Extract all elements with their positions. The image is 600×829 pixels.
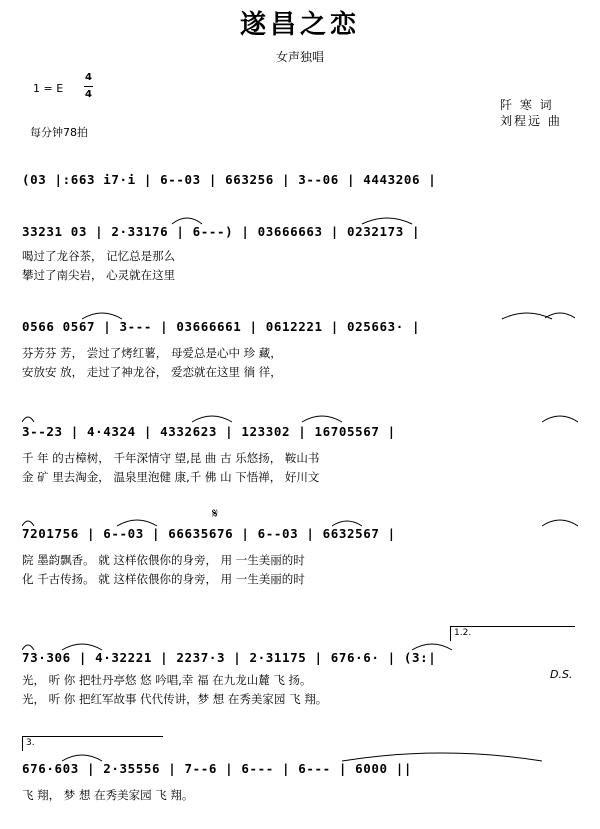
notation-line: 3--23 | 4·4324 | 4332623 | 123302 | 16705567 | bbox=[22, 424, 396, 439]
tie-mark bbox=[545, 308, 575, 320]
lyrics-verse-2: 光， 听 你 把红军故事 代代传讲，梦 想 在秀美家园 飞 翔。 bbox=[22, 692, 328, 706]
staff-system-5 bbox=[22, 524, 578, 589]
time-signature-top: 4 bbox=[85, 72, 92, 83]
staff-system-7 bbox=[22, 759, 578, 809]
notation-line: 7201756 | 6--03 | 66635676 | 6--03 | 6632567 | bbox=[22, 526, 396, 541]
lyrics-verse-1: 芬芳芬 芳， 尝过了烤红薯， 母爱总是心中 珍 藏， bbox=[22, 346, 282, 360]
lyrics-verse-1: 千 年 的古樟树， 千年深情守 望,昆 曲 古 乐悠扬， 鞍山书 bbox=[22, 451, 320, 465]
lyrics-verse-2: 安放安 放， 走过了神龙谷， 爱恋就在这里 徜 徉， bbox=[22, 365, 282, 379]
volta-label: 3. bbox=[26, 738, 35, 748]
staff-system-6 bbox=[22, 648, 578, 713]
staff-system-1 bbox=[22, 168, 578, 198]
composer-credit: 刘程远 曲 bbox=[500, 114, 562, 128]
lyrics-verse-1: 院 墨韵飘香。 就 这样依偎你的身旁， 用 一生美丽的时 bbox=[22, 553, 305, 567]
lyrics-verse-1: 飞 翔， 梦 想 在秀美家园 飞 翔。 bbox=[22, 788, 194, 802]
tempo-marking: 每分钟78拍 bbox=[30, 126, 88, 139]
song-title: 遂昌之恋 bbox=[239, 10, 360, 40]
lyrics-verse-2: 化 千古传扬。 就 这样依偎你的身旁， 用 一生美丽的时 bbox=[22, 572, 305, 586]
staff-system-2 bbox=[22, 222, 578, 287]
time-signature-bottom: 4 bbox=[85, 89, 92, 100]
notation-line: (03 |:663 i7·i | 6--03 | 663256 | 3--06 | 4443206 | bbox=[22, 172, 437, 187]
key-signature: 1 = E bbox=[33, 82, 64, 95]
lyricist-credit: 阡 寒 词 bbox=[500, 98, 554, 112]
time-signature-rule bbox=[84, 86, 93, 87]
lyrics-verse-1: 光， 听 你 把牡丹亭悠 悠 吟唱,幸 福 在九龙山麓 飞 扬。 bbox=[22, 673, 312, 687]
notation-line: 0566 0567 | 3--- | 03666661 | 0612221 | 025663· | bbox=[22, 319, 421, 334]
segno-sign: 𝄋 bbox=[212, 506, 219, 522]
song-subtitle: 女声独唱 bbox=[275, 50, 324, 64]
volta-label: 1.2. bbox=[454, 628, 472, 638]
volta-bracket-3 bbox=[22, 736, 163, 751]
staff-system-4 bbox=[22, 422, 578, 487]
notation-line: 33231 03 | 2·33176 | 6---) | 03666663 | 0232173 | bbox=[22, 224, 421, 239]
notation-line: 73·306 | 4·32221 | 2237·3 | 2·31175 | 676·6· | (3:| bbox=[22, 650, 437, 665]
staff-system-3 bbox=[22, 317, 578, 382]
notation-line: 676·603 | 2·35556 | 7--6 | 6--- | 6--- | 6000 || bbox=[22, 761, 413, 776]
lyrics-verse-1: 喝过了龙谷茶， 记忆总是那么 bbox=[22, 249, 176, 263]
lyrics-verse-2: 金 矿 里去淘金， 温泉里泡健 康,千 佛 山 下悟禅， 好川文 bbox=[22, 470, 320, 484]
dal-segno-marking: D.S. bbox=[550, 668, 573, 681]
volta-bracket-1-2 bbox=[450, 626, 575, 641]
lyrics-verse-2: 攀过了南尖岩， 心灵就在这里 bbox=[22, 268, 176, 282]
